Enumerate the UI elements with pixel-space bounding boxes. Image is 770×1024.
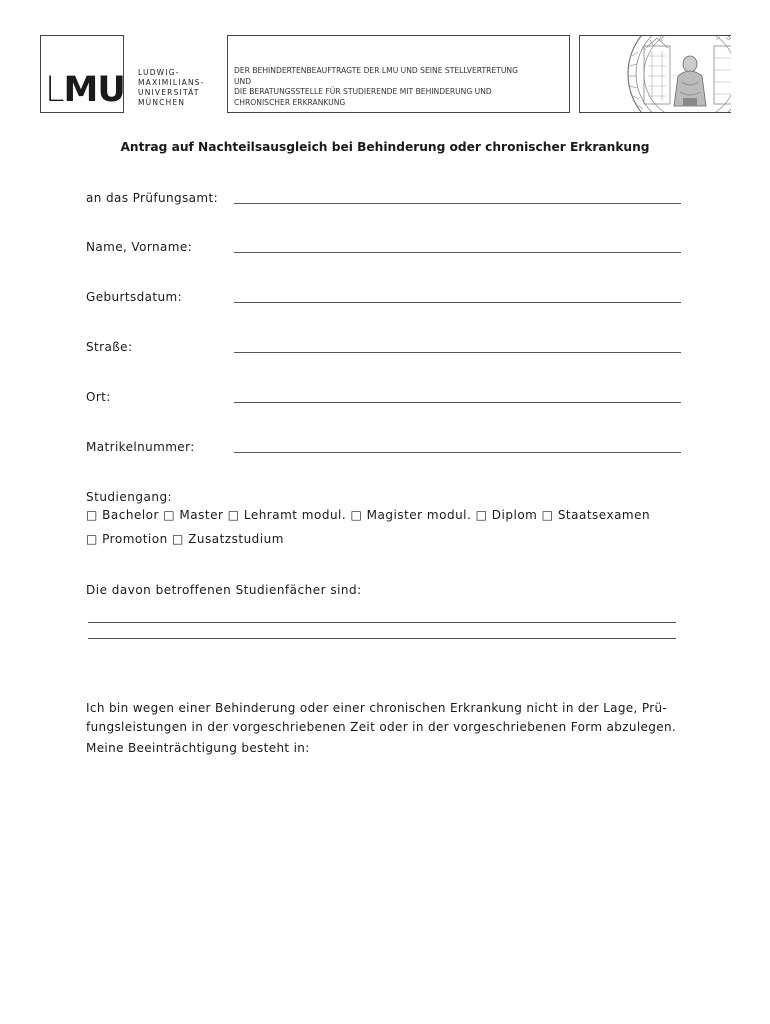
geburtsdatum-field[interactable]: [234, 302, 681, 303]
impairment-label: Meine Beeinträchtigung besteht in:: [86, 741, 310, 755]
university-line: MAXIMILIANS-: [138, 78, 205, 87]
university-line: UNIVERSITÄT: [138, 88, 200, 97]
studiengang-options-row-2[interactable]: □ Promotion □ Zusatzstudium: [86, 532, 284, 546]
statement-line: fungsleistungen in der vorgeschriebenen Zeit oder in der vorgeschriebenen Form abzulegen.: [86, 720, 677, 734]
university-line: MÜNCHEN: [138, 98, 186, 107]
studiengang-label: Studiengang:: [86, 490, 173, 504]
document-title: Antrag auf Nachteilsausgleich bei Behinderung oder chronischer Erkrankung: [120, 140, 650, 154]
subjects-label: Die davon betroffenen Studienfächer sind:: [86, 583, 362, 597]
pruefungsamt-field[interactable]: [234, 203, 681, 204]
lmu-logo: LMU: [45, 70, 125, 110]
studiengang-options-row-1[interactable]: □ Bachelor □ Master □ Lehramt modul. □ Magister modul. □ Diplom □ Staatsexamen: [86, 508, 651, 522]
matrikelnummer-field[interactable]: [234, 452, 681, 453]
field-label-ort: Ort:: [86, 390, 111, 404]
name-field[interactable]: [234, 252, 681, 253]
university-line: LUDWIG-: [138, 68, 180, 77]
field-label-pruefungsamt: an das Prüfungsamt:: [86, 191, 219, 205]
university-seal-image: [580, 36, 731, 113]
office-note-line: CHRONISCHER ERKRANKUNG: [234, 97, 346, 107]
office-note-box: [227, 35, 570, 113]
field-label-geburtsdatum: Geburtsdatum:: [86, 290, 183, 304]
lmu-logo-box: [40, 35, 124, 113]
field-label-matrikelnummer: Matrikelnummer:: [86, 440, 195, 454]
statement-paragraph: [86, 699, 686, 758]
university-seal-box: [579, 35, 731, 113]
university-name: [138, 68, 205, 108]
field-label-name: Name, Vorname:: [86, 240, 193, 254]
subjects-line-2[interactable]: [88, 638, 676, 639]
office-note-line: UND: [234, 76, 252, 86]
statement-line: Ich bin wegen einer Behinderung oder einer chronischen Erkrankung nicht in der Lage, Prü-: [86, 701, 668, 715]
ort-field[interactable]: [234, 402, 681, 403]
office-note-line: DER BEHINDERTENBEAUFTRAGTE DER LMU UND SEINE STELLVERTRETUNG: [234, 66, 518, 75]
office-note-line: DIE BERATUNGSSTELLE FÜR STUDIERENDE MIT BEHINDERUNG UND: [234, 87, 492, 96]
field-label-strasse: Straße:: [86, 340, 133, 354]
subjects-line-1[interactable]: [88, 622, 676, 623]
strasse-field[interactable]: [234, 352, 681, 353]
